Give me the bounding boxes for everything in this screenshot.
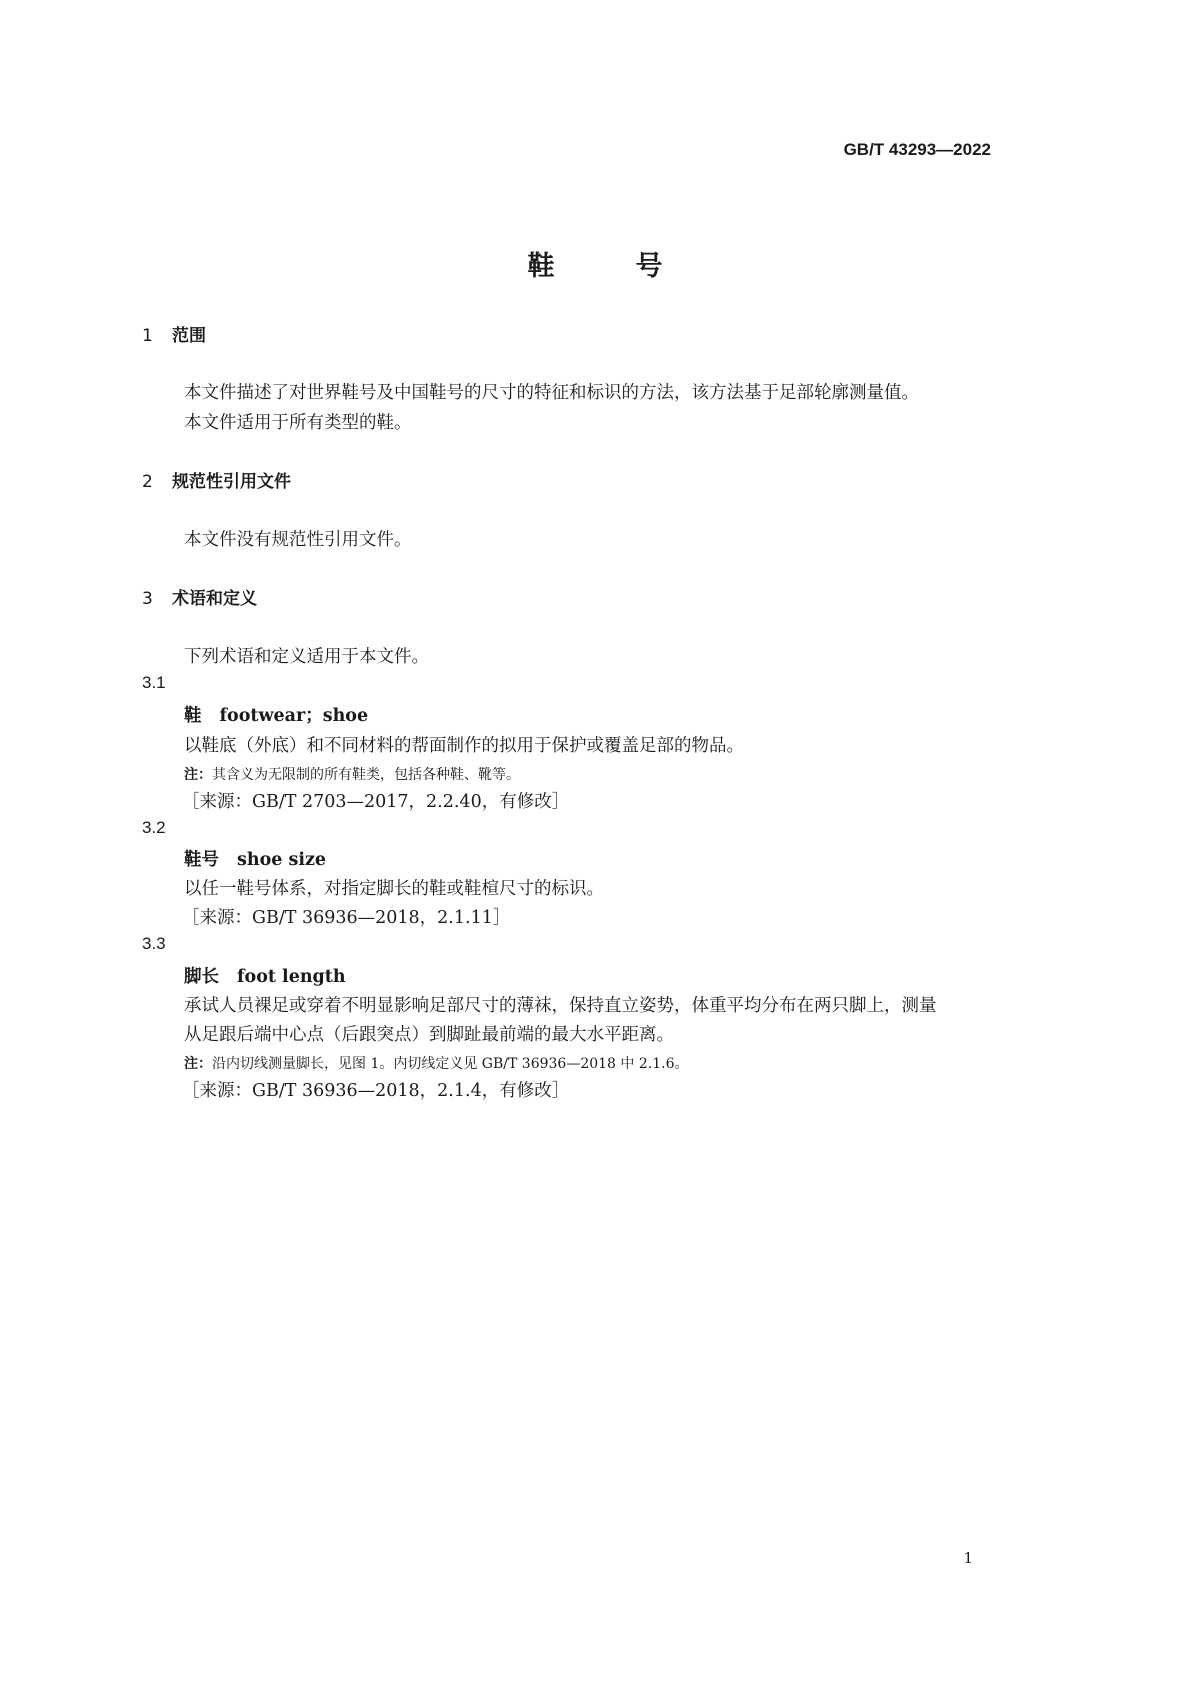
section-heading-normative-references: [142, 467, 291, 492]
term-zh: 脚长: [184, 967, 219, 987]
term-number: 3.1: [142, 673, 166, 692]
term-heading: [184, 963, 346, 988]
note-text: 沿内切线测量脚长，见图 1。内切线定义见 GB/T 36936—2018 中 2.1.6。: [212, 1056, 689, 1072]
term-en: footwear；shoe: [219, 706, 369, 726]
term-zh: 鞋号: [184, 850, 219, 870]
term-definition: 以任一鞋号体系，对指定脚长的鞋或鞋楦尺寸的标识。: [184, 879, 604, 899]
note-label: 注：: [184, 767, 212, 783]
term-heading: [184, 846, 326, 871]
section-heading-scope: [142, 321, 206, 346]
page-title: [0, 244, 1191, 283]
term-en: foot length: [237, 967, 346, 987]
term-number: 3.2: [142, 818, 166, 837]
page-number: 1: [963, 1549, 973, 1567]
note-text: 其含义为无限制的所有鞋类，包括各种鞋、靴等。: [212, 767, 520, 783]
paragraph: 本文件描述了对世界鞋号及中国鞋号的尺寸的特征和标识的方法，该方法基于足部轮廓测量值。: [184, 383, 919, 403]
document-number: GB/T 43293—2022: [843, 140, 991, 159]
title-char-2: 号: [635, 251, 664, 282]
section-number: 1: [142, 326, 153, 346]
term-source: ［来源：GB/T 36936—2018，2.1.4，有修改］: [182, 1081, 570, 1101]
section-title: 范围: [172, 326, 206, 346]
section-title: 规范性引用文件: [172, 472, 291, 492]
section-number: 3: [142, 589, 153, 609]
term-source: ［来源：GB/T 2703—2017，2.2.40，有修改］: [182, 792, 570, 812]
term-definition: 以鞋底（外底）和不同材料的帮面制作的拟用于保护或覆盖足部的物品。: [184, 736, 744, 756]
note-label: 注：: [184, 1056, 212, 1072]
term-note: [184, 764, 520, 784]
section-title: 术语和定义: [172, 589, 257, 609]
term-number: 3.3: [142, 934, 166, 953]
title-char-1: 鞋: [527, 251, 556, 282]
term-zh: 鞋: [184, 706, 202, 726]
term-definition: 从足跟后端中心点（后跟突点）到脚趾最前端的最大水平距离。: [184, 1025, 674, 1045]
term-source: ［来源：GB/T 36936—2018，2.1.11］: [182, 908, 511, 928]
section-heading-terms: [142, 584, 257, 609]
paragraph: 下列术语和定义适用于本文件。: [184, 647, 429, 667]
paragraph: 本文件适用于所有类型的鞋。: [184, 413, 412, 433]
term-note: [184, 1053, 688, 1073]
paragraph: 本文件没有规范性引用文件。: [184, 530, 412, 550]
term-definition: 承试人员裸足或穿着不明显影响足部尺寸的薄袜，保持直立姿势，体重平均分布在两只脚上，测量: [184, 996, 937, 1016]
term-en: shoe size: [237, 850, 327, 870]
term-heading: [184, 702, 368, 727]
section-number: 2: [142, 472, 153, 492]
